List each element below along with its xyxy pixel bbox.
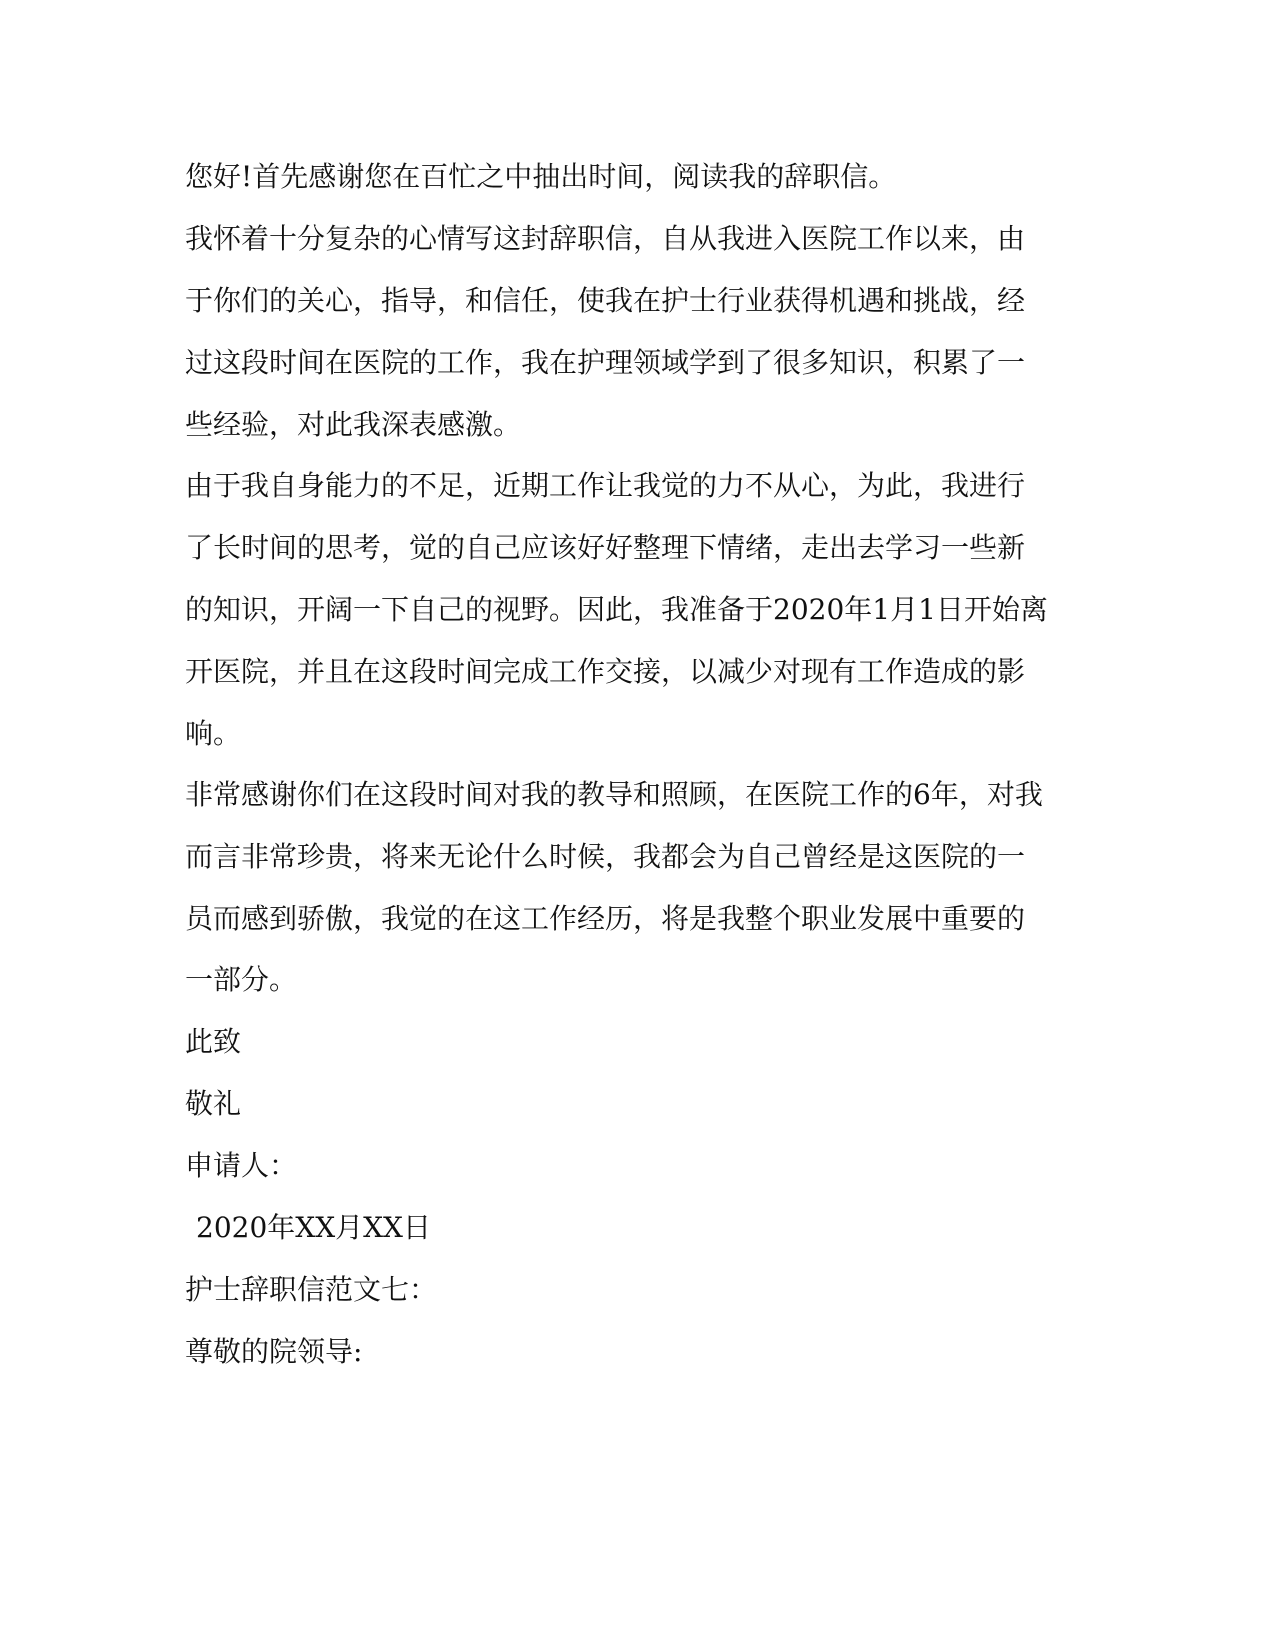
body-line: 的知识，开阔一下自己的视野。因此，我准备于2020年1月1日开始离 (185, 593, 1048, 626)
body-line: 非常感谢你们在这段时间对我的教导和照顾，在医院工作的6年，对我 (185, 778, 1043, 811)
salutation-line: 尊敬的院领导: (185, 1335, 363, 1368)
closing-line: 敬礼 (185, 1087, 242, 1120)
body-line: 一部分。 (185, 963, 298, 996)
body-line: 些经验，对此我深表感激。 (185, 408, 522, 441)
greeting-line: 您好!首先感谢您在百忙之中抽出时间，阅读我的辞职信。 (185, 160, 897, 193)
body-line: 我怀着十分复杂的心情写这封辞职信，自从我进入医院工作以来，由 (185, 222, 1026, 255)
body-line: 开医院，并且在这段时间完成工作交接，以减少对现有工作造成的影 (185, 655, 1026, 688)
body-line: 过这段时间在医院的工作，我在护理领域学到了很多知识，积累了一 (185, 346, 1026, 379)
body-line: 员而感到骄傲，我觉的在这工作经历，将是我整个职业发展中重要的 (185, 902, 1026, 935)
body-line: 于你们的关心，指导，和信任，使我在护士行业获得机遇和挑战，经 (185, 284, 1026, 317)
body-line: 而言非常珍贵，将来无论什么时候，我都会为自己曾经是这医院的一 (185, 840, 1026, 873)
body-line: 由于我自身能力的不足，近期工作让我觉的力不从心，为此，我进行 (185, 469, 1026, 502)
date-line: 2020年XX月XX日 (196, 1211, 431, 1244)
body-line: 响。 (185, 717, 242, 750)
closing-line: 此致 (185, 1025, 242, 1058)
applicant-label: 申请人： (185, 1149, 298, 1182)
section-heading: 护士辞职信范文七： (185, 1273, 438, 1306)
body-line: 了长时间的思考，觉的自己应该好好整理下情绪，走出去学习一些新 (185, 531, 1026, 564)
